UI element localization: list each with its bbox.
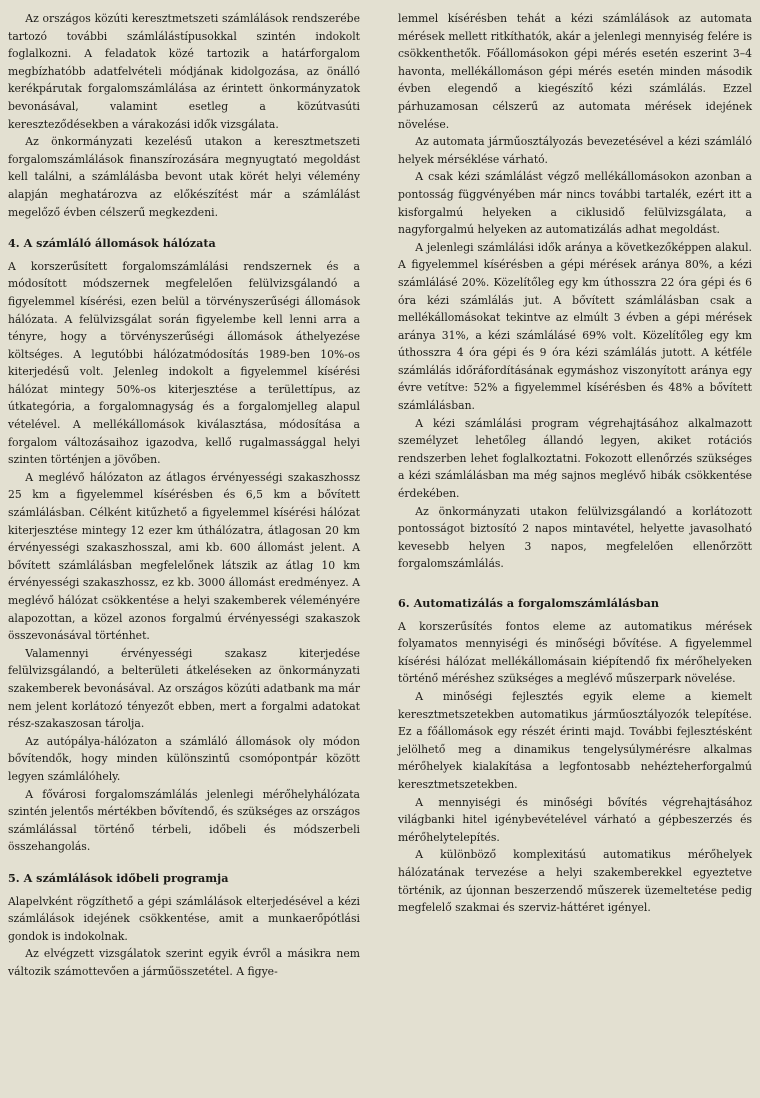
section-6-heading: 6. Automatizálás a forgalomszámlálásban — [398, 596, 659, 610]
paragraph-network-review: A korszerűsített forgalomszámlálási rendszernek és a módosított módszernek megfelelően felülvizsgálandó a figyelemmel kísérési, ezen belül a törvényszerűségi állomások hálózata. A felülvizsgálat során figyelembe kell lenni arra a tényre, hogy a törvényszerűségi állomások áthelyezése költséges. A legutóbbi hálózatmódosítás 1989-ben 10%-os kiterjedésű volt. Jelenleg indokolt a figyelemmel kísérési hálózat mintegy 50%-os kiterjesztése a területtípus, az útkategória, a forgalomnagyság és a forgalomjelleg alapul vételével. A mellékállomások kiválasztása, módosítása a forgalom változásaihoz igazodva, kellő rugalmassággal helyi szinten történjen a jövőben. — [8, 259, 360, 467]
paragraph-network-planning: A különböző komplexitású automatikus mérőhelyek hálózatának tervezése a helyi szakemberekkel egyeztetve történik, az újonnan beszerzendő műszerek üzemeltetése pedig megfelelő szakmai és szerviz-háttéret igényel. — [398, 848, 752, 915]
paragraph-time-ratios: A jelenlegi számlálási idők aránya a következőképpen alakul. A figyelemmel kísérésben a gépi mérések aránya 80%, a kézi számlálásé 20%. Közelítőleg egy km úthosszra 22 óra gépi és 6 óra kézi számlálás jut. A bővített számlálásban csak a mellékállomásokat tekintve az elmúlt 3 évben a gépi mérések aránya 31%, a kézi számlálásé 69% volt. Közelítőleg egy km úthosszra 4 óra gépi és 9 óra kézi számlálás jutott. A kétféle számlálás időráfordításának egymáshoz viszonyított aránya egy évre vetítve: 52% a figyelemmel kísérésben és 48% a bővített számlálásban. — [398, 240, 752, 413]
paragraph-automatic-classification: Az automata járműosztályozás bevezetésével a kézi számláló helyek mérséklése várható. — [398, 135, 752, 166]
paragraph-capital-counting: A fővárosi forgalomszámlálás jelenlegi mérőhelyhálózata szintén jelentős mértékben bővítendő, és szükséges az országos számlálással történő térbeli, időbeli és módszerbeli összehangolás. — [8, 787, 360, 854]
paragraph-quality-development: A minőségi fejlesztés egyik eleme a kiemelt keresztmetszetekben automatikus járműosztályozók telepítése. Ez a főállomások egy részét érinti majd. További fejlesztésként jelölhető meg a dinamikus tengelysúlymérésre alkalmas mérőhelyek kialakítása a legfontosabb nehézteherforgalmú keresztmetszetekben. — [398, 689, 752, 791]
paragraph-counting-types: Az országos közúti keresztmetszeti számlálások rendszerébe tartozó további számlálástípusokkal szintén indokolt foglalkozni. A feladatok közé tartozik a határforgalom megbízhatóbb adatfelvételi módjának kidolgozása, az önálló kerékpárutak forgalomszámlálása az érintett önkormányzatok bevonásával, valamint esetleg a közútvasúti kereszteződésekben a várakozási idők vizsgálata. — [8, 12, 360, 131]
section-4-heading: 4. A számláló állomások hálózata — [8, 236, 216, 251]
left-column — [8, 10, 360, 980]
paragraph-municipal-sampling: Az önkormányzati utakon felülvizsgálandó a korlátozott pontosságot biztosító 2 napos mintavétel, helyette javasolható kevesebb helyen 3 napos, megfelelően ellenőrzött forgalomszámlálás. — [398, 504, 752, 571]
paragraph-validity-sections: Valamennyi érvényességi szakasz kiterjedése felülvizsgálandó, a belterületi átkeléseken az önkormányzati szakemberek bevonásával. Az országos közúti adatbank ma már nem jelent korlátozó tényezőt ebben, mert a forgalmi adatokat rész-szakaszosan tárolja. — [8, 646, 360, 731]
paragraph-vehicle-composition: Az elvégzett vizsgálatok szerint egyik évről a másikra nem változik számottevően a járműösszetétel. A figye- — [8, 947, 360, 978]
paragraph-world-bank-loan: A mennyiségi és minőségi bővítés végrehajtásához világbanki hitel igénybevételével várható a gépbeszerzés és mérőhelytelepítés. — [398, 795, 752, 844]
paragraph-staff: A kézi számlálási program végrehajtásához alkalmazott személyzet lehetőleg állandó legyen, akiket rotációs rendszerben lehet foglalkoztatni. Fokozott ellenőrzés szükséges a kézi számlálásban ma még sajnos meglévő hibák csökkentése érdekében. — [398, 416, 752, 501]
paragraph-automation-expansion: A korszerűsítés fontos eleme az automatikus mérések folyamatos mennyiségi és minőségi bővítése. A figyelemmel kísérési hálózat mellékállomásain kiépítendő fix mérőhelyeken történő méréshez szükséges a meglévő műszerpark növelése. — [398, 619, 752, 686]
paragraph-principle: Alapelvként rögzíthető a gépi számlálások elterjedésével a kézi számlálások idejének csökkentése, amit a munkaerőpótlási gondok is indokolnak. — [8, 894, 360, 943]
section-5-heading: 5. A számlálások időbeli programja — [8, 870, 229, 885]
right-column — [398, 10, 752, 917]
paragraph-manual-reduction: lemmel kísérésben tehát a kézi számlálások az automata mérések mellett ritkíthatók, akár a jelenlegi mennyiség felére is csökkenthetők. Főállomásokon gépi mérés esetén eszerint 3–4 havonta, mellékállomáson gépi mérés esetén minden második évben elegendő a kiegészítő kézi számlálás. Ezzel párhuzamosan célszerű az automata mérések idejének növelése. — [398, 12, 752, 131]
paragraph-motorway-network: Az autópálya-hálózaton a számláló állomások oly módon bővítendők, hogy minden különszintű csomópontpár között legyen számlálóhely. — [8, 734, 360, 783]
paragraph-manual-only-stations: A csak kézi számlálást végző mellékállomásokon azonban a pontosság függvényében már nincs további tartalék, ezért itt a kisforgalmú helyeken a ciklusidő felülvizsgálata, a nagyforgalmú helyeken az automatizálás adhat megoldást. — [398, 170, 752, 237]
paragraph-section-lengths: A meglévő hálózaton az átlagos érvényességi szakaszhossz 25 km a figyelemmel kísérésben és 6,5 km a bővített számlálásban. Célként kitűzhető a figyelemmel kísérési hálózat kiterjesztése mintegy 12 ezer km úthálózatra, átlagosan 20 km érvényességi szakaszhosszal, ami kb. 600 állomást jelent. A bővített számlálásban megfelelőnek látszik az átlag 10 km érvényességi szakaszhossz, ez kb. 3000 állomást eredményez. A meglévő hálózat csökkentése a helyi szakemberek véleményére alapozottan, a közel azonos forgalmú érvényességi szakaszok összevonásával történhet. — [8, 470, 360, 643]
paragraph-municipal-financing: Az önkormányzati kezelésű utakon a keresztmetszeti forgalomszámlálások finanszírozására megnyugtató megoldást kell találni, a számlálásba bevont utak körét helyi vélemény alapján meghatározva az előkészítést már a számlálást megelőző évben célszerű megkezdeni. — [8, 135, 360, 219]
